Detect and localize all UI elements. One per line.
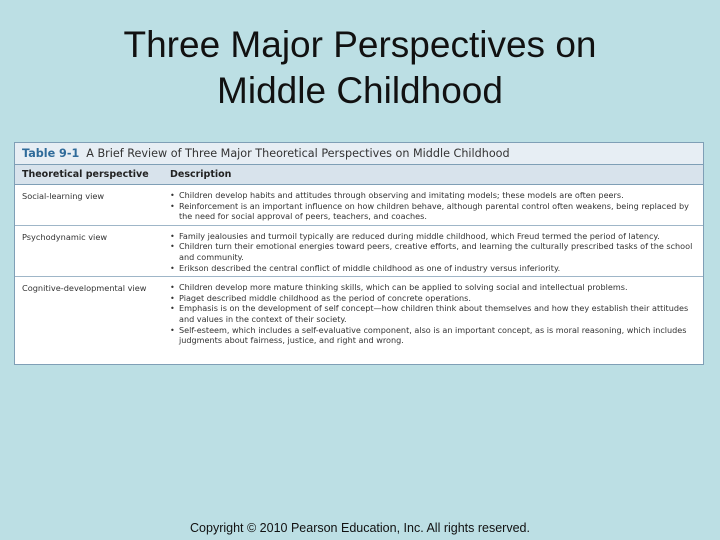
header-description: Description <box>170 169 232 180</box>
bullet-item: • Family jealousies and turmoil typically are reduced during middle childhood, which Freud termed the period of latency. <box>170 231 695 242</box>
bullet-item: • Emphasis is on the development of self concept—how children think about themselves and how they establish their attitudes and values in the context of their society. <box>170 303 695 324</box>
slide-title-line-1: Three Major Perspectives on <box>123 24 597 65</box>
row-description <box>170 185 703 225</box>
table-row <box>15 185 703 226</box>
table-header-row <box>15 165 703 185</box>
table-number: Table 9-1 <box>22 147 80 160</box>
bullet-item: • Children develop more mature thinking skills, which can be applied to solving social and intellectual problems. <box>170 282 695 293</box>
bullet-item: • Self-esteem, which includes a self-evaluative component, also is an important concept, as is moral reasoning, which includes judgments about fairness, justice, and right and wrong. <box>170 325 695 346</box>
slide-title-line-2: Middle Childhood <box>217 70 503 111</box>
table-row <box>15 226 703 277</box>
bullet-item: • Reinforcement is an important influence on how children behave, although parental control often weakens, being replaced by the need for social approval of peers, teachers, and coaches. <box>170 201 695 222</box>
copyright-footer: Copyright © 2010 Pearson Education, Inc. All rights reserved. <box>190 521 530 535</box>
bullet-list <box>170 185 695 225</box>
table-caption-text: A Brief Review of Three Major Theoretical Perspectives on Middle Childhood <box>86 147 510 160</box>
bullet-item: • Piaget described middle childhood as the period of concrete operations. <box>170 293 695 304</box>
bullet-list <box>170 277 695 349</box>
table-row <box>15 277 703 349</box>
header-theoretical-perspective: Theoretical perspective <box>22 169 149 180</box>
bullet-item: • Children turn their emotional energies toward peers, creative efforts, and learning the culturally prescribed tasks of the school and community. <box>170 241 695 262</box>
row-perspective: Social-learning view <box>22 191 105 201</box>
row-description <box>170 226 703 276</box>
row-perspective: Cognitive-developmental view <box>22 283 147 294</box>
table-caption <box>15 143 703 165</box>
bullet-list <box>170 226 695 276</box>
perspectives-table <box>14 142 704 365</box>
row-perspective: Psychodynamic view <box>22 231 108 242</box>
row-description <box>170 277 703 349</box>
slide-title <box>40 22 680 114</box>
bullet-item: • Erikson described the central conflict of middle childhood as one of industry versus inferiority. <box>170 263 695 274</box>
bullet-item: • Children develop habits and attitudes through observing and imitating models; these models are often peers. <box>170 190 695 201</box>
